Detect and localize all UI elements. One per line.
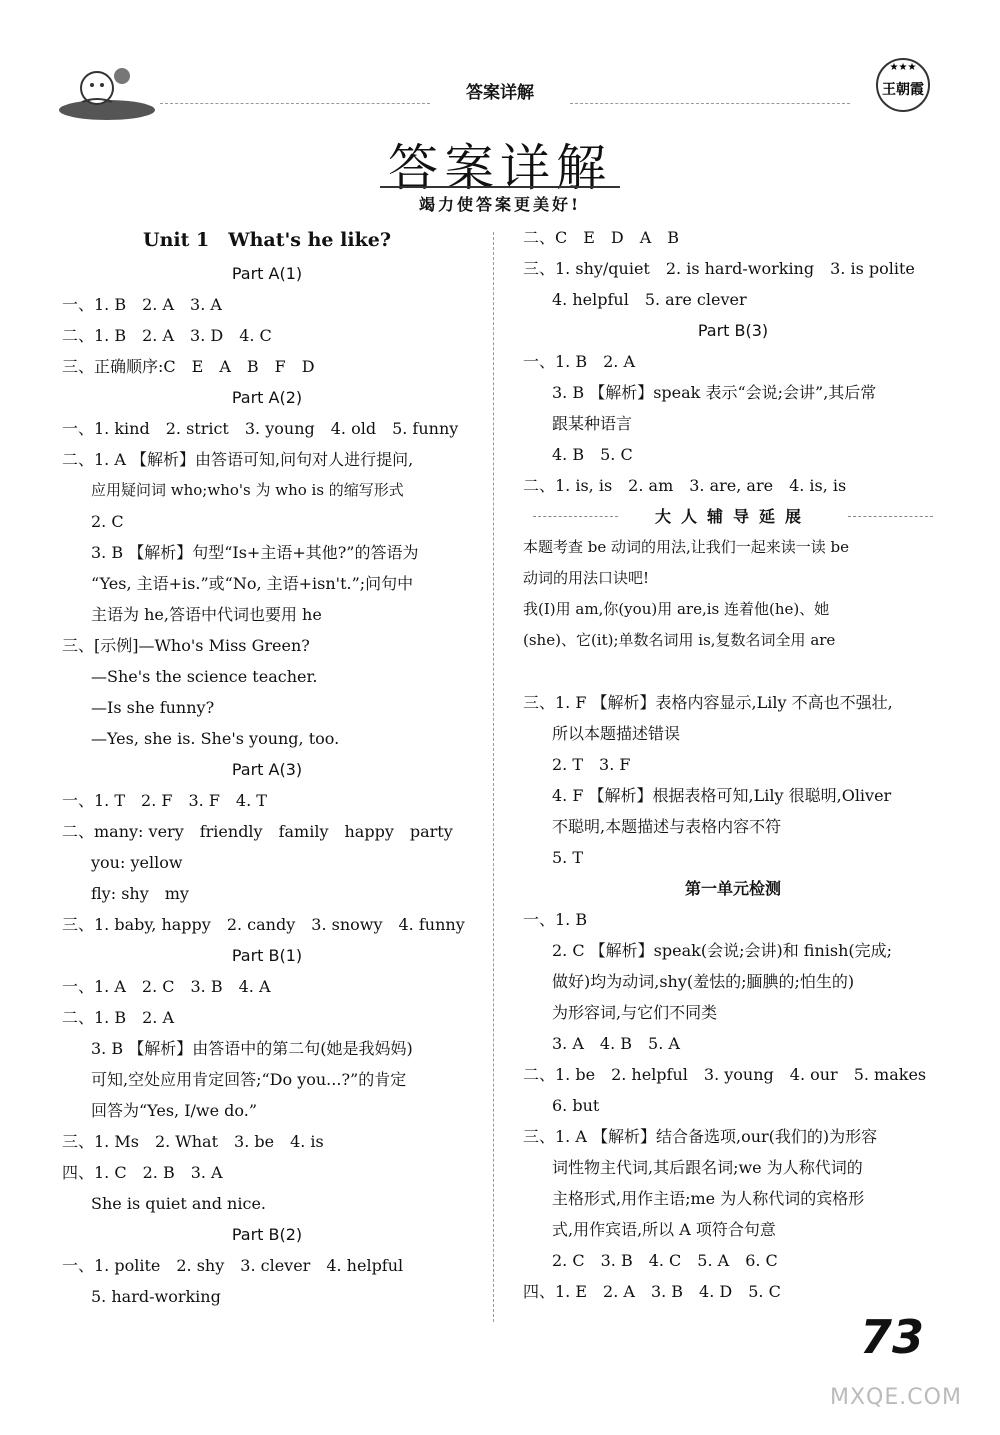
left-line: —Yes, she is. She's young, too. xyxy=(91,729,340,748)
left-line: 三、正确顺序:C E A B F D xyxy=(62,357,315,376)
header-rule-left xyxy=(160,103,430,104)
left-line: 二、1. B 2. A 3. D 4. C xyxy=(62,326,272,345)
left-line: Part A(1) xyxy=(231,264,303,283)
left-line: Part A(2) xyxy=(231,388,303,407)
right-line: 二、1. be 2. helpful 3. young 4. our 5. makes xyxy=(523,1065,927,1084)
right-line: 3. B 【解析】speak 表示“会说;会讲”,其后常 xyxy=(552,383,877,402)
svg-text:王朝霞: 王朝霞 xyxy=(882,82,924,98)
left-line: 一、1. kind 2. strict 3. young 4. old 5. funny xyxy=(62,419,459,438)
section-dash-right xyxy=(848,516,933,517)
right-line: 三、1. shy/quiet 2. is hard-working 3. is polite xyxy=(523,259,915,278)
left-line: —Is she funny? xyxy=(91,698,215,717)
right-line xyxy=(523,501,943,532)
left-line: Unit 1 What's he like? xyxy=(143,229,391,251)
right-line: (she)、它(it);单数名词用 is,复数名词全用 are xyxy=(523,631,836,649)
left-line: 三、1. baby, happy 2. candy 3. snowy 4. funny xyxy=(62,915,465,934)
right-line: 5. T xyxy=(552,848,584,867)
right-line: 动词的用法口诀吧! xyxy=(523,569,650,587)
right-line: Part B(3) xyxy=(697,321,769,340)
left-line: 3. B 【解析】由答语中的第二句(她是我妈妈) xyxy=(91,1039,413,1058)
right-line: 四、1. E 2. A 3. B 4. D 5. C xyxy=(523,1282,781,1301)
svg-text:★★★: ★★★ xyxy=(889,62,917,73)
left-line: 2. C xyxy=(91,512,124,531)
right-line: 2. C 3. B 4. C 5. A 6. C xyxy=(552,1251,778,1270)
left-line: 三、[示例]—Who's Miss Green? xyxy=(62,636,310,655)
left-line: 主语为 he,答语中代词也要用 he xyxy=(91,605,322,624)
right-line: 式,用作宾语,所以 A 项符合句意 xyxy=(552,1220,776,1239)
right-line: 一、1. B xyxy=(523,910,588,929)
section-title: 大人辅导延展 xyxy=(654,507,811,526)
page-number: 73 xyxy=(860,1310,925,1364)
right-line: 2. T 3. F xyxy=(552,755,631,774)
slogan: 竭力使答案更美好! xyxy=(418,195,582,214)
left-line: 回答为“Yes, I/we do.” xyxy=(91,1101,258,1120)
right-column xyxy=(523,222,943,1307)
left-column xyxy=(62,222,472,1312)
left-line: 一、1. T 2. F 3. F 4. T xyxy=(62,791,267,810)
title-underline xyxy=(380,186,620,188)
right-line: 3. A 4. B 5. A xyxy=(552,1034,680,1053)
right-line: 跟某种语言 xyxy=(552,414,633,433)
right-line: 4. F 【解析】根据表格可知,Lily 很聪明,Oliver xyxy=(552,786,892,805)
right-line: 4. helpful 5. are clever xyxy=(552,290,747,309)
left-line: fly: shy my xyxy=(91,884,189,903)
right-line: 词性物主代词,其后跟名词;we 为人称代词的 xyxy=(552,1158,863,1177)
right-line: 我(I)用 am,你(you)用 are,is 连着他(he)、她 xyxy=(523,600,830,618)
right-line xyxy=(523,656,943,687)
left-line: 一、1. A 2. C 3. B 4. A xyxy=(62,977,271,996)
right-line: 二、C E D A B xyxy=(523,228,680,247)
right-line: 一、1. B 2. A xyxy=(523,352,636,371)
left-line: 二、1. A 【解析】由答语可知,问句对人进行提问, xyxy=(62,450,414,469)
column-divider xyxy=(493,232,494,1322)
right-line: 6. but xyxy=(552,1096,600,1115)
left-line: Part B(1) xyxy=(231,946,303,965)
left-line: Part B(2) xyxy=(231,1225,303,1244)
right-line: 三、1. A 【解析】结合备选项,our(我们的)为形容 xyxy=(523,1127,878,1146)
left-line: 应用疑问词 who;who's 为 who is 的缩写形式 xyxy=(91,481,404,499)
running-title: 答案详解 xyxy=(466,83,534,103)
left-line: 二、1. B 2. A xyxy=(62,1008,175,1027)
section-dash-left xyxy=(533,516,618,517)
right-line: 二、1. is, is 2. am 3. are, are 4. is, is xyxy=(523,476,847,495)
left-line: 四、1. C 2. B 3. A xyxy=(62,1163,223,1182)
right-line: 主格形式,用作主语;me 为人称代词的宾格形 xyxy=(552,1189,865,1208)
right-line: 第一单元检测 xyxy=(684,879,781,898)
left-line: 可知,空处应用肯定回答;“Do you...?”的肯定 xyxy=(91,1070,407,1089)
left-line: 3. B 【解析】句型“Is+主语+其他?”的答语为 xyxy=(91,543,419,562)
right-line: 做好)均为动词,shy(羞怯的;腼腆的;怕生的) xyxy=(552,972,855,991)
left-line: 5. hard-working xyxy=(91,1287,221,1306)
page-title: 答案详解 xyxy=(388,139,612,197)
left-line: 一、1. B 2. A 3. A xyxy=(62,295,222,314)
left-line: 二、many: very friendly family happy party xyxy=(62,822,453,841)
header-rule-right xyxy=(570,103,850,104)
right-line: 不聪明,本题描述与表格内容不符 xyxy=(552,817,782,836)
left-line: Part A(3) xyxy=(231,760,303,779)
left-line: 三、1. Ms 2. What 3. be 4. is xyxy=(62,1132,324,1151)
right-line: 2. C 【解析】speak(会说;会讲)和 finish(完成; xyxy=(552,941,893,960)
left-line: She is quiet and nice. xyxy=(91,1194,266,1213)
right-line: 4. B 5. C xyxy=(552,445,633,464)
watermark: MXQE.COM xyxy=(830,1385,962,1410)
right-line: 本题考查 be 动词的用法,让我们一起来读一读 be xyxy=(523,538,850,556)
left-line: “Yes, 主语+is.”或“No, 主语+isn't.”;问句中 xyxy=(91,574,414,593)
left-line: —She's the science teacher. xyxy=(91,667,318,686)
left-line: you: yellow xyxy=(91,853,183,872)
right-line: 为形容词,与它们不同类 xyxy=(552,1003,718,1022)
right-line: 所以本题描述错误 xyxy=(552,724,681,743)
left-line: 一、1. polite 2. shy 3. clever 4. helpful xyxy=(62,1256,404,1275)
right-line: 三、1. F 【解析】表格内容显示,Lily 不高也不强壮, xyxy=(523,693,893,712)
